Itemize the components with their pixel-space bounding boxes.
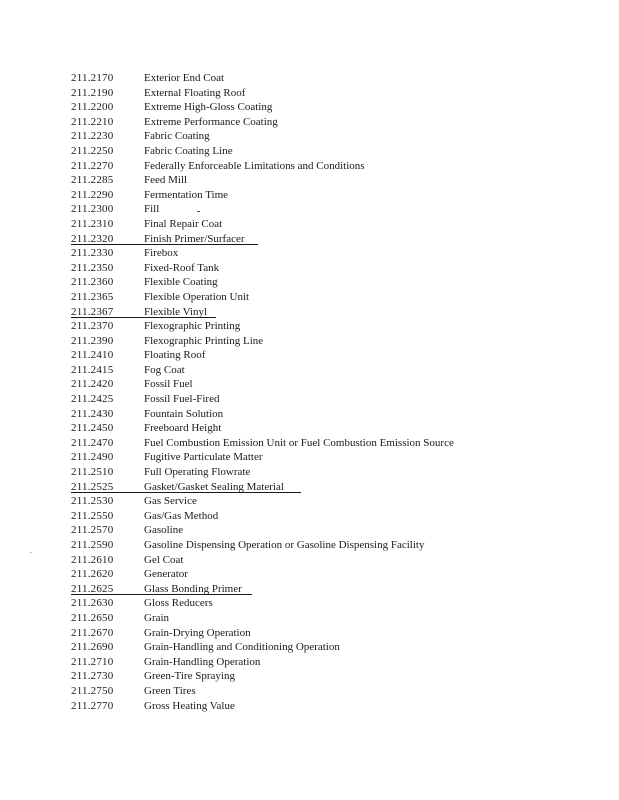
definition-row	[71, 655, 591, 670]
definition-row	[71, 319, 591, 334]
section-number: 211.2550	[71, 509, 114, 522]
defined-term: Fill	[144, 203, 160, 216]
definition-row	[71, 684, 591, 699]
section-number: 211.2415	[71, 363, 114, 376]
section-number: 211.2270	[71, 159, 114, 172]
section-number: 211.2390	[71, 334, 114, 347]
section-number: 211.2285	[71, 174, 114, 187]
section-number: 211.2610	[71, 553, 114, 566]
definition-row	[71, 261, 591, 276]
section-number: 211.2590	[71, 539, 114, 551]
defined-term: Gasket/Gasket Sealing Material	[144, 480, 284, 493]
definition-row	[71, 290, 591, 305]
defined-term: Fixed-Roof Tank	[144, 261, 220, 274]
section-number: 211.2300	[71, 203, 114, 216]
section-number: 211.2510	[71, 466, 114, 479]
defined-term: Extreme Performance Coating	[144, 115, 278, 128]
section-number: 211.2410	[71, 349, 114, 362]
defined-term: Green Tires	[144, 684, 196, 697]
definition-row	[71, 421, 591, 436]
section-number: 211.2210	[71, 115, 114, 128]
definition-row	[71, 217, 591, 232]
definition-row	[71, 144, 591, 159]
definition-row	[71, 275, 591, 290]
section-number: 211.2190	[71, 86, 114, 99]
defined-term: Gasoline	[144, 524, 184, 537]
defined-term: Exterior End Coat	[144, 72, 225, 84]
definition-row	[71, 392, 591, 407]
section-number: 211.2330	[71, 247, 114, 260]
definition-row	[71, 129, 591, 144]
defined-term: Freeboard Height	[144, 422, 222, 435]
defined-term: Flexible Vinyl	[144, 305, 207, 318]
definition-row	[71, 232, 591, 247]
defined-term: Full Operating Flowrate	[144, 466, 251, 479]
section-number: 211.2470	[71, 436, 114, 449]
section-number: 211.2690	[71, 641, 114, 654]
defined-term: Flexographic Printing Line	[144, 334, 264, 347]
defined-term: Federally Enforceable Limitations and Conditions	[144, 159, 365, 172]
defined-term: Firebox	[144, 247, 179, 260]
defined-term: Fugitive Particulate Matter	[144, 451, 263, 464]
defined-term: Grain-Drying Operation	[144, 626, 251, 639]
defined-term: Gross Heating Value	[144, 699, 235, 712]
definition-row	[71, 334, 591, 349]
defined-term: Flexible Operation Unit	[144, 290, 250, 303]
definition-row	[71, 100, 591, 115]
definition-row	[71, 115, 591, 130]
section-number: 211.2290	[71, 188, 114, 201]
defined-term: Gloss Reducers	[144, 597, 213, 610]
defined-term: Gas/Gas Method	[144, 509, 219, 522]
definition-row	[71, 494, 591, 509]
definition-row	[71, 699, 591, 714]
section-number: 211.2430	[71, 407, 114, 420]
definition-row	[71, 596, 591, 611]
defined-term: Fossil Fuel-Fired	[144, 393, 220, 406]
definition-row	[71, 363, 591, 378]
section-number: 211.2625	[71, 582, 114, 595]
defined-term: Fountain Solution	[144, 407, 224, 420]
definition-row	[71, 465, 591, 480]
defined-term: Grain-Handling and Conditioning Operation	[144, 641, 340, 654]
defined-term: Gel Coat	[144, 553, 184, 566]
section-number: 211.2320	[71, 232, 114, 245]
definition-row	[71, 450, 591, 465]
definition-row	[71, 86, 591, 101]
section-number: 211.2370	[71, 320, 114, 333]
section-number: 211.2450	[71, 422, 114, 435]
section-number: 211.2620	[71, 568, 114, 581]
section-number: 211.2530	[71, 495, 114, 508]
section-number: 211.2770	[71, 699, 114, 712]
defined-term: Extreme High-Gloss Coating	[144, 101, 273, 114]
definition-row	[71, 305, 591, 320]
section-number: 211.2710	[71, 655, 114, 668]
definition-row	[71, 553, 591, 568]
definition-row	[71, 523, 591, 538]
definition-row	[71, 640, 591, 655]
section-number: 211.2420	[71, 378, 114, 391]
section-number: 211.2670	[71, 626, 114, 639]
section-number: 211.2310	[71, 217, 114, 230]
definition-row	[71, 582, 591, 597]
section-number: 211.2230	[71, 130, 114, 143]
defined-term: Generator	[144, 568, 188, 581]
definition-row	[71, 611, 591, 626]
section-number: 211.2630	[71, 597, 114, 610]
definition-row	[71, 509, 591, 524]
defined-term: Floating Roof	[144, 349, 206, 362]
section-number: 211.2250	[71, 144, 114, 157]
defined-term: Fermentation Time	[144, 188, 229, 201]
section-number: 211.2170	[71, 72, 114, 84]
defined-term: Glass Bonding Primer	[144, 582, 242, 595]
definition-row	[71, 407, 591, 422]
definition-row	[71, 246, 591, 261]
definition-row	[71, 188, 591, 203]
defined-term: Fabric Coating Line	[144, 144, 233, 157]
defined-term: Finish Primer/Surfacer	[144, 232, 245, 245]
definition-row	[71, 436, 591, 451]
definition-row	[71, 480, 591, 495]
defined-term: Grain	[144, 611, 170, 624]
defined-term: Flexible Coating	[144, 276, 218, 289]
defined-term: Feed Mill	[144, 174, 188, 187]
defined-term: Green-Tire Spraying	[144, 670, 235, 683]
defined-term: Gasoline Dispensing Operation or Gasoline Dispensing Facility	[144, 539, 425, 551]
defined-term: Fog Coat	[144, 363, 185, 376]
definition-row	[71, 538, 591, 553]
section-number: 211.2525	[71, 480, 114, 493]
defined-term: External Floating Roof	[144, 86, 246, 99]
stray-dot: .	[30, 546, 32, 555]
definition-row	[71, 202, 591, 217]
defined-term: Fuel Combustion Emission Unit or Fuel Combustion Emission Source	[144, 436, 454, 449]
defined-term: Fossil Fuel	[144, 378, 193, 391]
section-number: 211.2365	[71, 290, 114, 303]
defined-term: Final Repair Coat	[144, 217, 223, 230]
section-number: 211.2490	[71, 451, 114, 464]
defined-term: Flexographic Printing	[144, 320, 241, 333]
definition-row	[71, 348, 591, 363]
definitions-list	[71, 71, 591, 713]
section-number: 211.2367	[71, 305, 114, 318]
definition-row	[71, 173, 591, 188]
section-number: 211.2425	[71, 393, 114, 406]
defined-term: Fabric Coating	[144, 130, 210, 143]
definition-row	[71, 159, 591, 174]
definition-row	[71, 626, 591, 641]
section-number: 211.2350	[71, 261, 114, 274]
defined-term: Grain-Handling Operation	[144, 655, 261, 668]
section-number: 211.2570	[71, 524, 114, 537]
section-number: 211.2650	[71, 611, 114, 624]
section-number: 211.2750	[71, 684, 114, 697]
stray-mark	[197, 211, 200, 212]
definition-row	[71, 567, 591, 582]
section-number: 211.2200	[71, 101, 114, 114]
section-number: 211.2730	[71, 670, 114, 683]
defined-term: Gas Service	[144, 495, 197, 508]
definition-row	[71, 71, 591, 86]
definition-row	[71, 669, 591, 684]
definition-row	[71, 377, 591, 392]
section-number: 211.2360	[71, 276, 114, 289]
